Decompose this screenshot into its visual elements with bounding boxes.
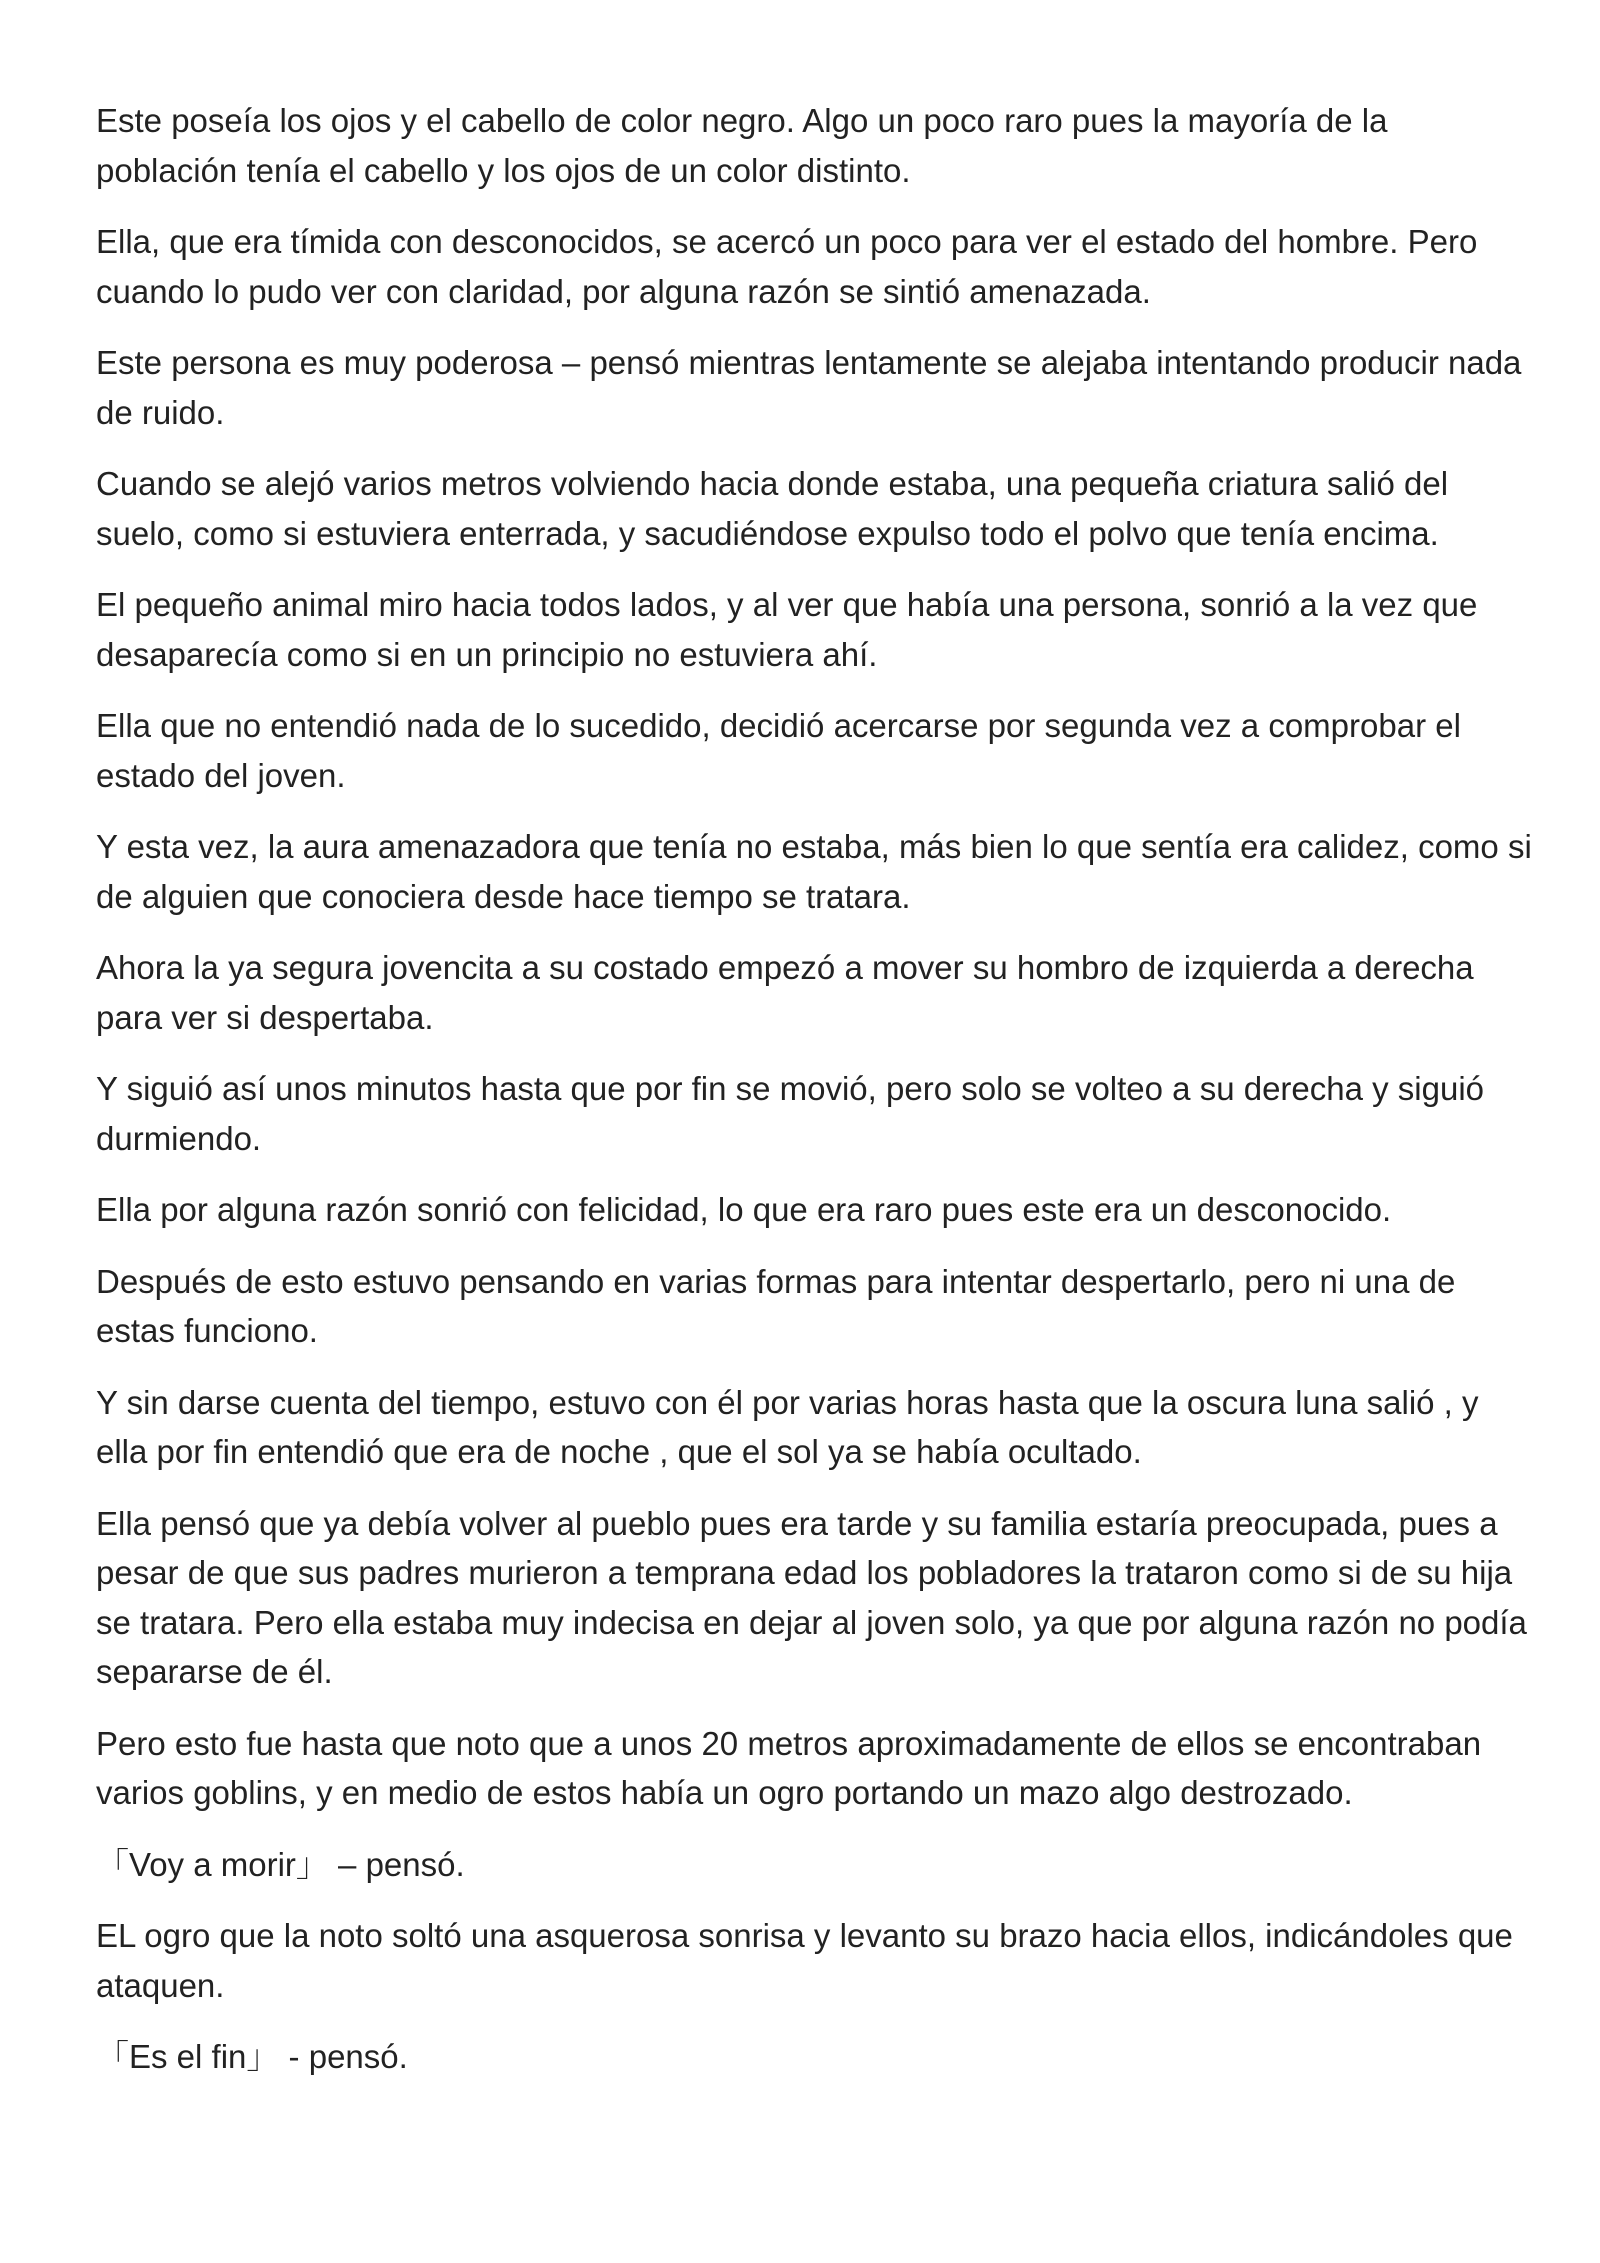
paragraph: 「Es el fin」 - pensó. — [96, 2038, 408, 2075]
paragraph: 「Voy a morir」 – pensó. — [96, 1845, 465, 1883]
paragraph: Ella que no entendió nada de lo sucedido, decidió acercarse por segunda vez a comprobar el estado del joven. — [96, 707, 1461, 794]
paragraph: El pequeño animal miro hacia todos lados, y al ver que había una persona, sonrió a la vez que desaparecía como si en un principio no estuviera ahí. — [96, 586, 1478, 673]
paragraph: Y sin darse cuenta del tiempo, estuvo con él por varias horas hasta que la oscura luna salió , y ella por fin entendió que era de noche , que el sol ya se había ocultado. — [96, 1383, 1479, 1470]
paragraph: EL ogro que la noto soltó una asquerosa sonrisa y levanto su brazo hacia ellos, indicándoles que ataquen. — [96, 1917, 1513, 2004]
paragraph: Cuando se alejó varios metros volviendo hacia donde estaba, una pequeña criatura salió del suelo, como si estuviera enterrada, y sacudiéndose expulso todo el polvo que tenía encima. — [96, 465, 1449, 552]
document-body — [96, 96, 1536, 2104]
paragraph: Este persona es muy poderosa – pensó mientras lentamente se alejaba intentando producir nada de ruido. — [96, 344, 1522, 431]
paragraph: Y siguió así unos minutos hasta que por fin se movió, pero solo se volteo a su derecha y siguió durmiendo. — [96, 1070, 1485, 1157]
paragraph: Después de esto estuvo pensando en varias formas para intentar despertarlo, pero ni una de estas funciono. — [96, 1262, 1456, 1349]
paragraph: Pero esto fue hasta que noto que a unos 20 metros aproximadamente de ellos se encontraban varios goblins, y en medio de estos había un ogro portando un mazo algo destrozado. — [96, 1724, 1482, 1811]
paragraph: Este poseía los ojos y el cabello de color negro. Algo un poco raro pues la mayoría de la población tenía el cabello y los ojos de un color distinto. — [96, 102, 1388, 189]
paragraph: Ella pensó que ya debía volver al pueblo pues era tarde y su familia estaría preocupada, pues a pesar de que sus padres murieron a temprana edad los pobladores la trataron como si de su hija se tratara. Pero ella estaba muy indecisa en dejar al joven solo, ya que por alguna razón no podía separarse de él. — [96, 1504, 1527, 1690]
paragraph: Ahora la ya segura jovencita a su costado empezó a mover su hombro de izquierda a derecha para ver si despertaba. — [96, 949, 1474, 1036]
paragraph: Ella, que era tímida con desconocidos, se acercó un poco para ver el estado del hombre. Pero cuando lo pudo ver con claridad, por alguna razón se sintió amenazada. — [96, 223, 1478, 310]
paragraph: Ella por alguna razón sonrió con felicidad, lo que era raro pues este era un desconocido. — [96, 1191, 1392, 1228]
paragraph: Y esta vez, la aura amenazadora que tenía no estaba, más bien lo que sentía era calidez, como si de alguien que conociera desde hace tiempo se tratara. — [96, 828, 1532, 915]
